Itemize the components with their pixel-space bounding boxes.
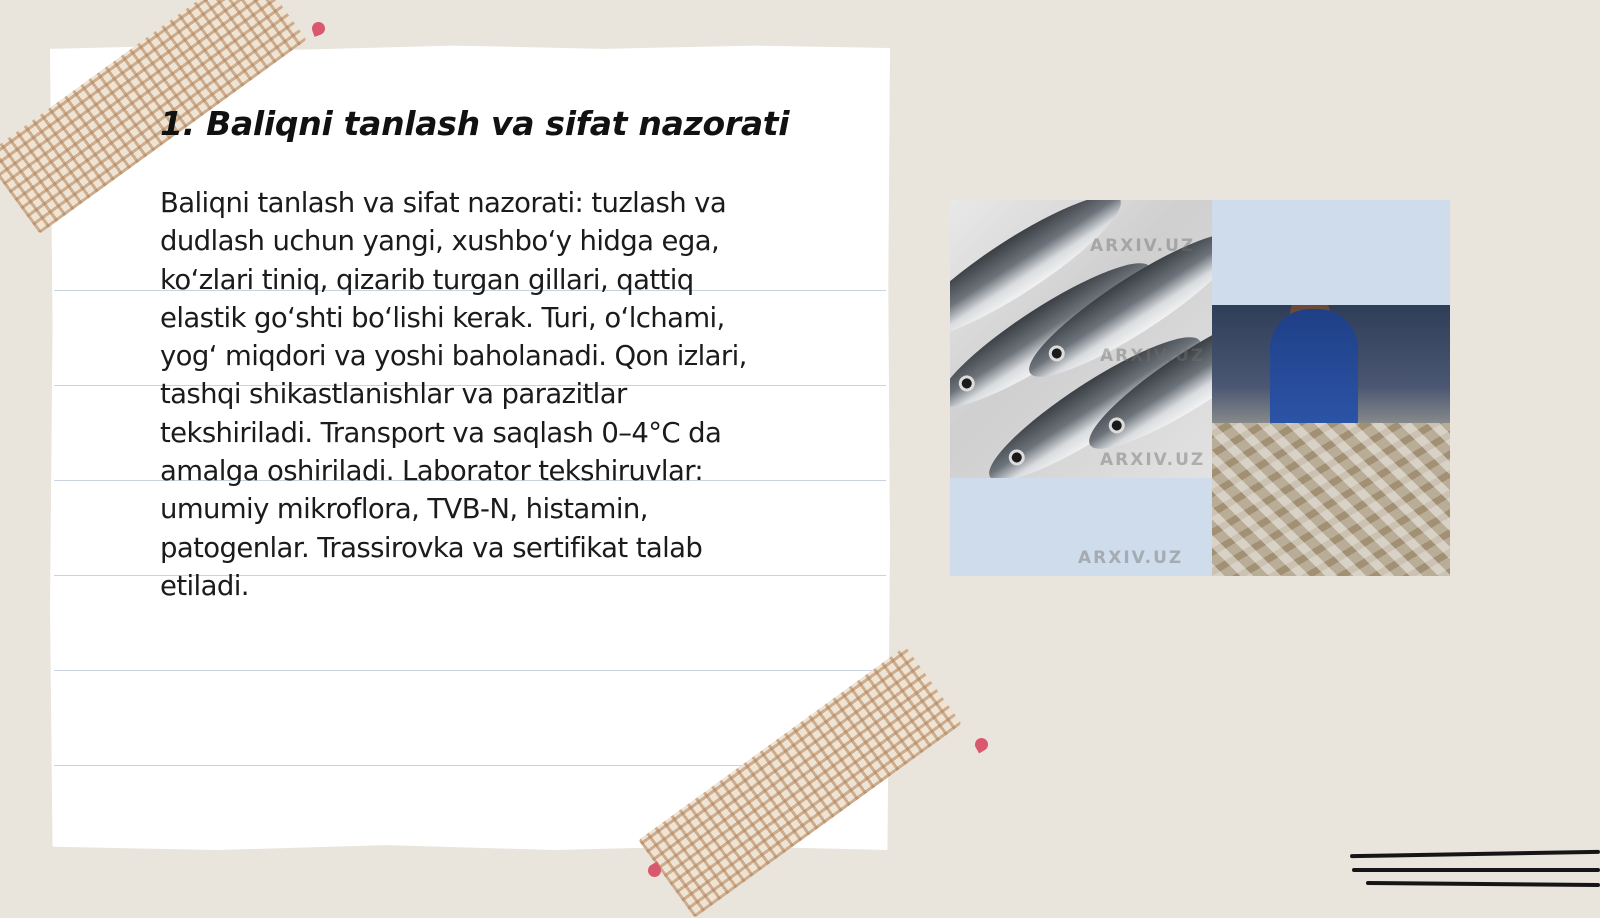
photo-collage bbox=[950, 200, 1450, 576]
paper-rule-line bbox=[54, 670, 886, 671]
decorative-line bbox=[1350, 850, 1600, 858]
pin-marker-icon bbox=[310, 20, 327, 37]
body-line: etiladi. bbox=[160, 569, 249, 602]
watermark-text: ARXIV.UZ bbox=[1078, 548, 1184, 568]
fish-market-photo bbox=[1212, 305, 1450, 576]
body-line: Baliqni tanlash va sifat nazorati: tuzlash va bbox=[160, 187, 727, 219]
watermark-text: ARXIV.UZ bbox=[1100, 450, 1206, 470]
fish-on-ice-photo bbox=[950, 200, 1212, 478]
body-line: ko‘zlari tiniq, qizarib turgan gillari, qattiq bbox=[160, 263, 694, 296]
body-line: elastik go‘shti bo‘lishi kerak. Turi, o‘lchami, bbox=[160, 301, 725, 334]
decorative-line bbox=[1352, 868, 1600, 872]
watermark-text: ARXIV.UZ bbox=[1100, 346, 1206, 366]
body-line: dudlash uchun yangi, xushbo‘y hidga ega, bbox=[160, 225, 720, 258]
pin-marker-icon bbox=[973, 736, 991, 754]
worker-figure bbox=[1270, 309, 1358, 429]
fish-counter bbox=[1212, 423, 1450, 576]
body-line: tashqi shikastlanishlar va parazitlar bbox=[160, 378, 627, 411]
body-line: yog‘ miqdori va yoshi baholanadi. Qon izlari, bbox=[160, 340, 747, 373]
decorative-line bbox=[1366, 881, 1600, 887]
slide-body-text bbox=[160, 184, 840, 605]
body-line: umumiy mikroflora, TVB-N, histamin, bbox=[160, 493, 648, 526]
watermark-text: ARXIV.UZ bbox=[1090, 236, 1196, 256]
body-line: amalga oshiriladi. Laborator tekshiruvlar: bbox=[160, 455, 704, 488]
slide-title: 1. Baliqni tanlash va sifat nazorati bbox=[160, 104, 790, 143]
body-line: patogenlar. Trassirovka va sertifikat talab bbox=[160, 531, 703, 564]
body-line: tekshiriladi. Transport va saqlash 0–4°C da bbox=[160, 416, 722, 449]
